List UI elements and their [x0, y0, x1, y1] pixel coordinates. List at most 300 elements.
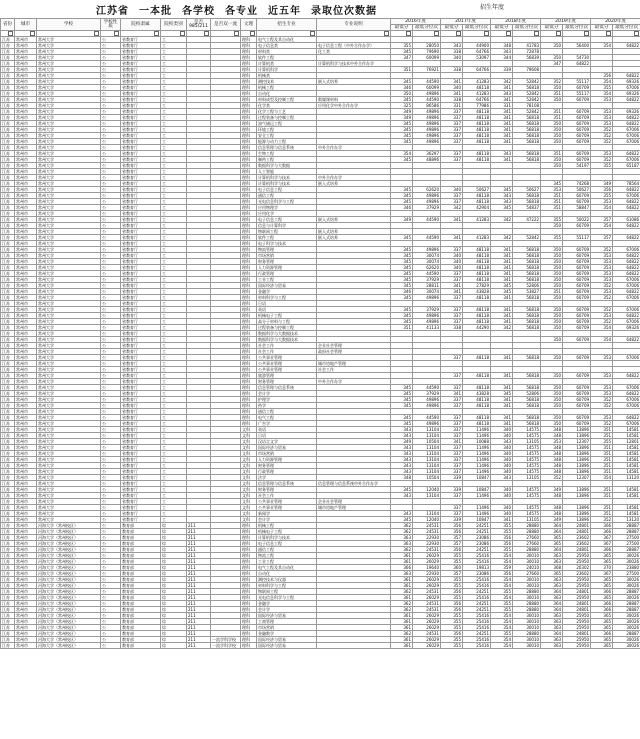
table-cell[interactable]: 30026	[613, 643, 640, 649]
table-cell[interactable]: 常州市	[15, 547, 37, 553]
table-cell[interactable]: 常州大学	[37, 133, 101, 139]
table-cell[interactable]: 法学	[257, 475, 317, 481]
table-cell[interactable]: 357	[441, 541, 463, 547]
filter-dropdown-icon[interactable]	[154, 31, 159, 36]
table-cell[interactable]: 公	[101, 409, 121, 415]
table-cell[interactable]: 339	[441, 475, 463, 481]
table-cell[interactable]: 341	[441, 235, 463, 241]
table-cell[interactable]: 省教育厅	[121, 253, 161, 259]
table-cell[interactable]: 综	[161, 613, 187, 619]
table-cell[interactable]: 江苏	[1, 241, 15, 247]
table-cell[interactable]: 28880	[513, 607, 541, 613]
table-cell[interactable]: 理科	[241, 133, 257, 139]
table-cell[interactable]: 常州大学	[37, 37, 101, 43]
filter-dropdown-icon[interactable]	[584, 31, 589, 36]
table-cell[interactable]: 省教育厅	[121, 367, 161, 373]
table-cell[interactable]: 理科	[241, 73, 257, 79]
table-cell[interactable]: 367	[591, 535, 613, 541]
table-cell[interactable]: 理科	[241, 601, 257, 607]
table-cell[interactable]: 公	[101, 637, 121, 643]
table-cell[interactable]: 公	[101, 457, 121, 463]
table-cell[interactable]: 337	[441, 247, 463, 253]
table-cell[interactable]: 48118	[463, 139, 491, 145]
table-cell[interactable]: 363	[541, 559, 563, 565]
table-cell[interactable]: 363	[541, 553, 563, 559]
table-cell[interactable]: 340	[491, 427, 513, 433]
table-cell[interactable]: 351	[541, 193, 563, 199]
table-cell[interactable]: 常州市	[15, 589, 37, 595]
table-cell[interactable]: 常州市	[15, 223, 37, 229]
table-cell[interactable]: 12040	[413, 517, 441, 523]
table-cell[interactable]: 常州大学	[37, 403, 101, 409]
table-cell[interactable]: 常州大学	[37, 337, 101, 343]
table-cell[interactable]: 常州市	[15, 577, 37, 583]
table-cell[interactable]: 24531	[413, 523, 441, 529]
table-cell[interactable]: 常州市	[15, 211, 37, 217]
table-cell[interactable]: 公	[101, 253, 121, 259]
table-cell[interactable]: 公	[101, 217, 121, 223]
table-cell[interactable]: 362	[391, 529, 413, 535]
table-cell[interactable]: 27829	[463, 283, 491, 289]
table-cell[interactable]: 355	[591, 193, 613, 199]
table-cell[interactable]: 常州市	[15, 49, 37, 55]
table-cell[interactable]: 211	[187, 607, 211, 613]
table-cell[interactable]: 省教育厅	[121, 211, 161, 217]
table-cell[interactable]: 363	[541, 595, 563, 601]
table-cell[interactable]: 工	[161, 295, 187, 301]
table-cell[interactable]: 常州市	[15, 541, 37, 547]
table-cell[interactable]: 综	[161, 523, 187, 529]
table-cell[interactable]: 11496	[463, 445, 491, 451]
table-cell[interactable]: 348	[541, 493, 563, 499]
table-cell[interactable]: 常州大学	[37, 253, 101, 259]
table-cell[interactable]: 常州大学	[37, 175, 101, 181]
table-cell[interactable]: 348	[541, 433, 563, 439]
table-cell[interactable]: 14575	[513, 451, 541, 457]
table-cell[interactable]: 348	[541, 463, 563, 469]
table-cell[interactable]: 351	[591, 427, 613, 433]
table-cell[interactable]: 理科	[241, 319, 257, 325]
table-cell[interactable]: 60709	[563, 397, 591, 403]
table-cell[interactable]: 49896	[413, 319, 441, 325]
table-cell[interactable]: 省教育厅	[121, 505, 161, 511]
table-cell[interactable]: 理科	[241, 529, 257, 535]
table-cell[interactable]: 13104	[413, 445, 441, 451]
table-cell[interactable]: 常州市	[15, 517, 37, 523]
table-cell[interactable]: 省教育厅	[121, 289, 161, 295]
table-cell[interactable]: 352	[591, 307, 613, 313]
table-cell[interactable]: 351	[591, 451, 613, 457]
table-cell[interactable]: 生物工程	[257, 151, 317, 157]
table-cell[interactable]	[317, 643, 391, 649]
table-cell[interactable]: 350	[541, 355, 563, 361]
table-cell[interactable]: 常州大学	[37, 361, 101, 367]
table-cell[interactable]: 48118	[463, 307, 491, 313]
table-cell[interactable]: 江苏	[1, 445, 15, 451]
table-cell[interactable]: 理科	[241, 295, 257, 301]
table-cell[interactable]: 28887	[613, 523, 640, 529]
table-cell[interactable]: 337	[441, 109, 463, 115]
table-cell[interactable]: 13896	[563, 493, 591, 499]
table-cell[interactable]: 349	[591, 181, 613, 187]
table-cell[interactable]: 教育部	[121, 601, 161, 607]
table-cell[interactable]: 理科	[241, 175, 257, 181]
table-cell[interactable]: 公	[101, 493, 121, 499]
table-cell[interactable]: 341	[491, 85, 513, 91]
table-cell[interactable]: 工	[161, 367, 187, 373]
table-cell[interactable]: 365	[591, 625, 613, 631]
table-cell[interactable]: 江苏	[1, 181, 15, 187]
table-cell[interactable]: 常州市	[15, 229, 37, 235]
table-cell[interactable]: 60099	[413, 55, 441, 61]
table-cell[interactable]: 13120	[613, 517, 640, 523]
table-cell[interactable]: 省教育厅	[121, 85, 161, 91]
table-cell[interactable]: 工	[161, 343, 187, 349]
table-cell[interactable]: 30026	[613, 619, 640, 625]
table-cell[interactable]: 机械工程	[257, 523, 317, 529]
table-cell[interactable]: 350	[541, 391, 563, 397]
table-cell[interactable]: 352	[591, 283, 613, 289]
table-cell[interactable]: 11496	[463, 463, 491, 469]
table-cell[interactable]: 341	[491, 133, 513, 139]
table-cell[interactable]: 26029	[413, 613, 441, 619]
table-cell[interactable]: 省教育厅	[121, 223, 161, 229]
table-cell[interactable]: 50022	[563, 217, 591, 223]
table-cell[interactable]: 计算机类	[257, 61, 317, 67]
table-cell[interactable]: 教育部	[121, 583, 161, 589]
table-cell[interactable]: 理科	[241, 553, 257, 559]
table-cell[interactable]: 省教育厅	[121, 361, 161, 367]
table-cell[interactable]: 常州大学	[37, 193, 101, 199]
table-cell[interactable]: 211	[187, 637, 211, 643]
table-cell[interactable]: 江苏	[1, 409, 15, 415]
table-cell[interactable]: 211	[187, 643, 211, 649]
table-cell[interactable]: 211	[187, 589, 211, 595]
table-cell[interactable]: 60709	[563, 115, 591, 121]
table-cell[interactable]: 信息管理与信息系统	[257, 385, 317, 391]
table-cell[interactable]: 江苏	[1, 589, 15, 595]
table-cell[interactable]: 江苏	[1, 565, 15, 571]
table-cell[interactable]: 信息与计算科学	[257, 223, 317, 229]
table-cell[interactable]: 公	[101, 553, 121, 559]
table-cell[interactable]: 14575	[513, 493, 541, 499]
table-cell[interactable]: 公	[101, 163, 121, 169]
table-cell[interactable]: 24251	[463, 523, 491, 529]
table-cell[interactable]: 363	[541, 613, 563, 619]
table-cell[interactable]: 常州市	[15, 61, 37, 67]
table-cell[interactable]: 337	[441, 505, 463, 511]
table-cell[interactable]: 常州市	[15, 607, 37, 613]
table-cell[interactable]: 工	[161, 457, 187, 463]
table-cell[interactable]: 工	[161, 493, 187, 499]
table-cell[interactable]: 350	[541, 415, 563, 421]
table-cell[interactable]: 353	[591, 265, 613, 271]
table-cell[interactable]: 343	[491, 49, 513, 55]
table-cell[interactable]: 江苏	[1, 553, 15, 559]
table-cell[interactable]: 337	[441, 157, 463, 163]
table-cell[interactable]: 28880	[513, 523, 541, 529]
filter-dropdown-icon[interactable]	[534, 31, 539, 36]
table-cell[interactable]: 工	[161, 379, 187, 385]
table-cell[interactable]: 工	[161, 265, 187, 271]
table-cell[interactable]: 社会工作	[257, 493, 317, 499]
table-cell[interactable]: 省教育厅	[121, 457, 161, 463]
table-cell[interactable]: 省教育厅	[121, 499, 161, 505]
table-cell[interactable]: 355	[491, 607, 513, 613]
table-cell[interactable]: 211	[187, 601, 211, 607]
table-cell[interactable]: 教育部	[121, 619, 161, 625]
table-cell[interactable]: 211	[187, 523, 211, 529]
table-cell[interactable]: 350	[541, 247, 563, 253]
table-cell[interactable]: 江苏	[1, 577, 15, 583]
table-cell[interactable]: 64822	[613, 265, 640, 271]
table-cell[interactable]: 常州市	[15, 37, 37, 43]
table-cell[interactable]: 教育部	[121, 643, 161, 649]
table-cell[interactable]: 340	[491, 505, 513, 511]
table-cell[interactable]: 理科	[241, 277, 257, 283]
table-cell[interactable]: 211	[187, 553, 211, 559]
table-cell[interactable]: 软件工程	[257, 55, 317, 61]
table-cell[interactable]: 江苏	[1, 493, 15, 499]
table-cell[interactable]: 常州市	[15, 379, 37, 385]
table-cell[interactable]: 49896	[413, 139, 441, 145]
table-cell[interactable]: 211	[187, 541, 211, 547]
table-cell[interactable]: 14581	[613, 451, 640, 457]
table-cell[interactable]: 常州大学	[37, 241, 101, 247]
table-cell[interactable]: 江苏	[1, 151, 15, 157]
table-cell[interactable]: 340	[491, 469, 513, 475]
table-cell[interactable]: 工	[161, 211, 187, 217]
table-cell[interactable]: 工	[161, 241, 187, 247]
table-cell[interactable]: 常州市	[15, 133, 37, 139]
table-cell[interactable]: 49896	[413, 109, 441, 115]
table-cell[interactable]: 343	[491, 439, 513, 445]
table-cell[interactable]: 工	[161, 499, 187, 505]
table-cell[interactable]: 12307	[563, 439, 591, 445]
table-cell[interactable]: 公	[101, 475, 121, 481]
table-cell[interactable]: 350	[541, 337, 563, 343]
table-cell[interactable]: 353	[591, 271, 613, 277]
table-cell[interactable]: 351	[591, 469, 613, 475]
table-cell[interactable]: 省教育厅	[121, 145, 161, 151]
table-cell[interactable]: 省教育厅	[121, 421, 161, 427]
table-cell[interactable]: 14581	[613, 493, 640, 499]
table-cell[interactable]: 60709	[563, 325, 591, 331]
table-cell[interactable]: 教育部	[121, 631, 161, 637]
table-cell[interactable]: 343	[391, 427, 413, 433]
table-cell[interactable]: 338	[441, 67, 463, 73]
table-cell[interactable]: 公	[101, 103, 121, 109]
table-cell[interactable]: 理科	[241, 637, 257, 643]
table-cell[interactable]: 355	[491, 631, 513, 637]
table-cell[interactable]: 公	[101, 613, 121, 619]
table-cell[interactable]: 江苏	[1, 133, 15, 139]
table-cell[interactable]: 354	[491, 577, 513, 583]
table-cell[interactable]: 公	[101, 421, 121, 427]
table-cell[interactable]: 常州市	[15, 265, 37, 271]
table-cell[interactable]: 363	[541, 619, 563, 625]
table-cell[interactable]: 文科	[241, 457, 257, 463]
table-cell[interactable]: 常州市	[15, 313, 37, 319]
table-cell[interactable]: 343	[491, 91, 513, 97]
table-cell[interactable]: 50627	[463, 187, 491, 193]
table-cell[interactable]: 河海大学（常州校区）	[37, 529, 101, 535]
table-cell[interactable]: 江苏	[1, 205, 15, 211]
table-cell[interactable]: 350	[391, 91, 413, 97]
table-cell[interactable]: 工商管理	[257, 619, 317, 625]
table-cell[interactable]: 工	[161, 73, 187, 79]
table-cell[interactable]: 河海大学（常州校区）	[37, 553, 101, 559]
table-cell[interactable]: 64766	[463, 67, 491, 73]
table-cell[interactable]: 350	[541, 157, 563, 163]
table-cell[interactable]: 331	[491, 103, 513, 109]
table-cell[interactable]: 公	[101, 451, 121, 457]
table-cell[interactable]: 常州市	[15, 427, 37, 433]
table-cell[interactable]: 工	[161, 151, 187, 157]
table-cell[interactable]: 常州大学	[37, 349, 101, 355]
table-cell[interactable]: 常州大学	[37, 331, 101, 337]
table-cell[interactable]: 14581	[613, 505, 640, 511]
table-cell[interactable]: 江苏	[1, 601, 15, 607]
table-cell[interactable]: 353	[591, 289, 613, 295]
table-cell[interactable]: 省教育厅	[121, 73, 161, 79]
table-cell[interactable]: 348	[541, 469, 563, 475]
table-cell[interactable]: 理科	[241, 145, 257, 151]
table-cell[interactable]: 理科	[241, 169, 257, 175]
table-cell[interactable]: 64822	[613, 223, 640, 229]
table-cell[interactable]: 211	[187, 595, 211, 601]
table-cell[interactable]: 常州市	[15, 55, 37, 61]
table-cell[interactable]: 省教育厅	[121, 283, 161, 289]
table-cell[interactable]: 78108	[513, 103, 541, 109]
table-cell[interactable]: 常州市	[15, 181, 37, 187]
table-cell[interactable]: 13896	[563, 457, 591, 463]
table-cell[interactable]: 江苏	[1, 295, 15, 301]
table-cell[interactable]: 常州市	[15, 115, 37, 121]
table-cell[interactable]: 350	[541, 307, 563, 313]
table-cell[interactable]: 352	[591, 247, 613, 253]
table-cell[interactable]: 常州大学	[37, 463, 101, 469]
filter-dropdown-icon[interactable]	[506, 31, 511, 36]
table-cell[interactable]: 江苏	[1, 535, 15, 541]
table-cell[interactable]: 350	[541, 121, 563, 127]
table-cell[interactable]: 30026	[613, 613, 640, 619]
table-cell[interactable]: 公	[101, 535, 121, 541]
table-cell[interactable]: 27660	[513, 535, 541, 541]
table-cell[interactable]: 常州大学	[37, 229, 101, 235]
table-cell[interactable]: 文科	[241, 463, 257, 469]
table-cell[interactable]: 41283	[463, 91, 491, 97]
table-cell[interactable]: 工	[161, 205, 187, 211]
table-cell[interactable]: 机械电子工程	[257, 313, 317, 319]
filter-dropdown-icon[interactable]	[606, 31, 611, 36]
table-cell[interactable]: 工	[161, 427, 187, 433]
table-cell[interactable]: 公共事业管理	[257, 355, 317, 361]
table-cell[interactable]: 常州市	[15, 85, 37, 91]
table-cell[interactable]: 工	[161, 373, 187, 379]
table-cell[interactable]: 67006	[613, 319, 640, 325]
table-cell[interactable]: 30010	[513, 619, 541, 625]
table-cell[interactable]: 30026	[613, 553, 640, 559]
table-cell[interactable]: 211	[187, 613, 211, 619]
table-cell[interactable]: 综	[161, 583, 187, 589]
table-cell[interactable]: 345	[391, 319, 413, 325]
table-cell[interactable]: 常州大学	[37, 247, 101, 253]
table-cell[interactable]: 常州市	[15, 643, 37, 649]
table-cell[interactable]: 23602	[563, 571, 591, 577]
table-cell[interactable]: 公	[101, 67, 121, 73]
table-cell[interactable]: 嵌入式培养	[317, 181, 391, 187]
table-cell[interactable]: 25950	[563, 583, 591, 589]
table-cell[interactable]: 中外合作办学	[317, 145, 391, 151]
table-cell[interactable]: 355	[441, 613, 463, 619]
table-cell[interactable]: 江苏	[1, 103, 15, 109]
table-cell[interactable]: 公	[101, 259, 121, 265]
table-cell[interactable]: 362	[391, 547, 413, 553]
table-cell[interactable]: 345	[391, 235, 413, 241]
table-cell[interactable]: 常州大学	[37, 145, 101, 151]
table-cell[interactable]: 综	[161, 631, 187, 637]
table-cell[interactable]: 348	[541, 457, 563, 463]
table-cell[interactable]: 56400	[563, 43, 591, 49]
table-cell[interactable]: 公	[101, 643, 121, 649]
table-cell[interactable]: 337	[441, 469, 463, 475]
table-cell[interactable]: 公	[101, 181, 121, 187]
filter-dropdown-icon[interactable]	[234, 31, 239, 36]
table-cell[interactable]: 345	[491, 205, 513, 211]
table-cell[interactable]: 365	[591, 637, 613, 643]
table-cell[interactable]: 341	[491, 109, 513, 115]
table-cell[interactable]: 25950	[563, 637, 591, 643]
table-cell[interactable]: 常州市	[15, 163, 37, 169]
table-cell[interactable]: 64822	[563, 61, 591, 67]
table-cell[interactable]: 行政管理	[257, 271, 317, 277]
table-cell[interactable]: 364	[541, 529, 563, 535]
table-cell[interactable]: 公	[101, 427, 121, 433]
table-cell[interactable]: 56818	[513, 133, 541, 139]
table-cell[interactable]: 365	[591, 619, 613, 625]
table-cell[interactable]: 理科	[241, 259, 257, 265]
table-cell[interactable]: 通信工程	[257, 193, 317, 199]
table-cell[interactable]: 常州市	[15, 151, 37, 157]
table-cell[interactable]: 56818	[513, 397, 541, 403]
table-cell[interactable]: 公	[101, 523, 121, 529]
table-cell[interactable]: 26029	[413, 553, 441, 559]
table-cell[interactable]: 省教育厅	[121, 193, 161, 199]
table-cell[interactable]: 江苏	[1, 439, 15, 445]
table-cell[interactable]: 省教育厅	[121, 121, 161, 127]
table-cell[interactable]: 常州市	[15, 397, 37, 403]
table-cell[interactable]: 工	[161, 451, 187, 457]
table-cell[interactable]: 理科	[241, 403, 257, 409]
table-cell[interactable]: 公	[101, 565, 121, 571]
table-cell[interactable]: 公	[101, 241, 121, 247]
table-cell[interactable]: 56818	[513, 157, 541, 163]
table-cell[interactable]: 省教育厅	[121, 247, 161, 253]
table-cell[interactable]: 27660	[513, 571, 541, 577]
table-cell[interactable]: 56818	[513, 85, 541, 91]
table-cell[interactable]: 64822	[613, 259, 640, 265]
table-cell[interactable]: 机械类	[257, 73, 317, 79]
table-cell[interactable]: 48118	[463, 277, 491, 283]
table-cell[interactable]: 常州市	[15, 505, 37, 511]
table-cell[interactable]: 343	[391, 511, 413, 517]
table-cell[interactable]: 工	[161, 445, 187, 451]
table-cell[interactable]: 341	[441, 289, 463, 295]
table-cell[interactable]: 嵌入式培养	[317, 217, 391, 223]
table-cell[interactable]: 28811	[413, 283, 441, 289]
table-cell[interactable]: 354	[491, 637, 513, 643]
